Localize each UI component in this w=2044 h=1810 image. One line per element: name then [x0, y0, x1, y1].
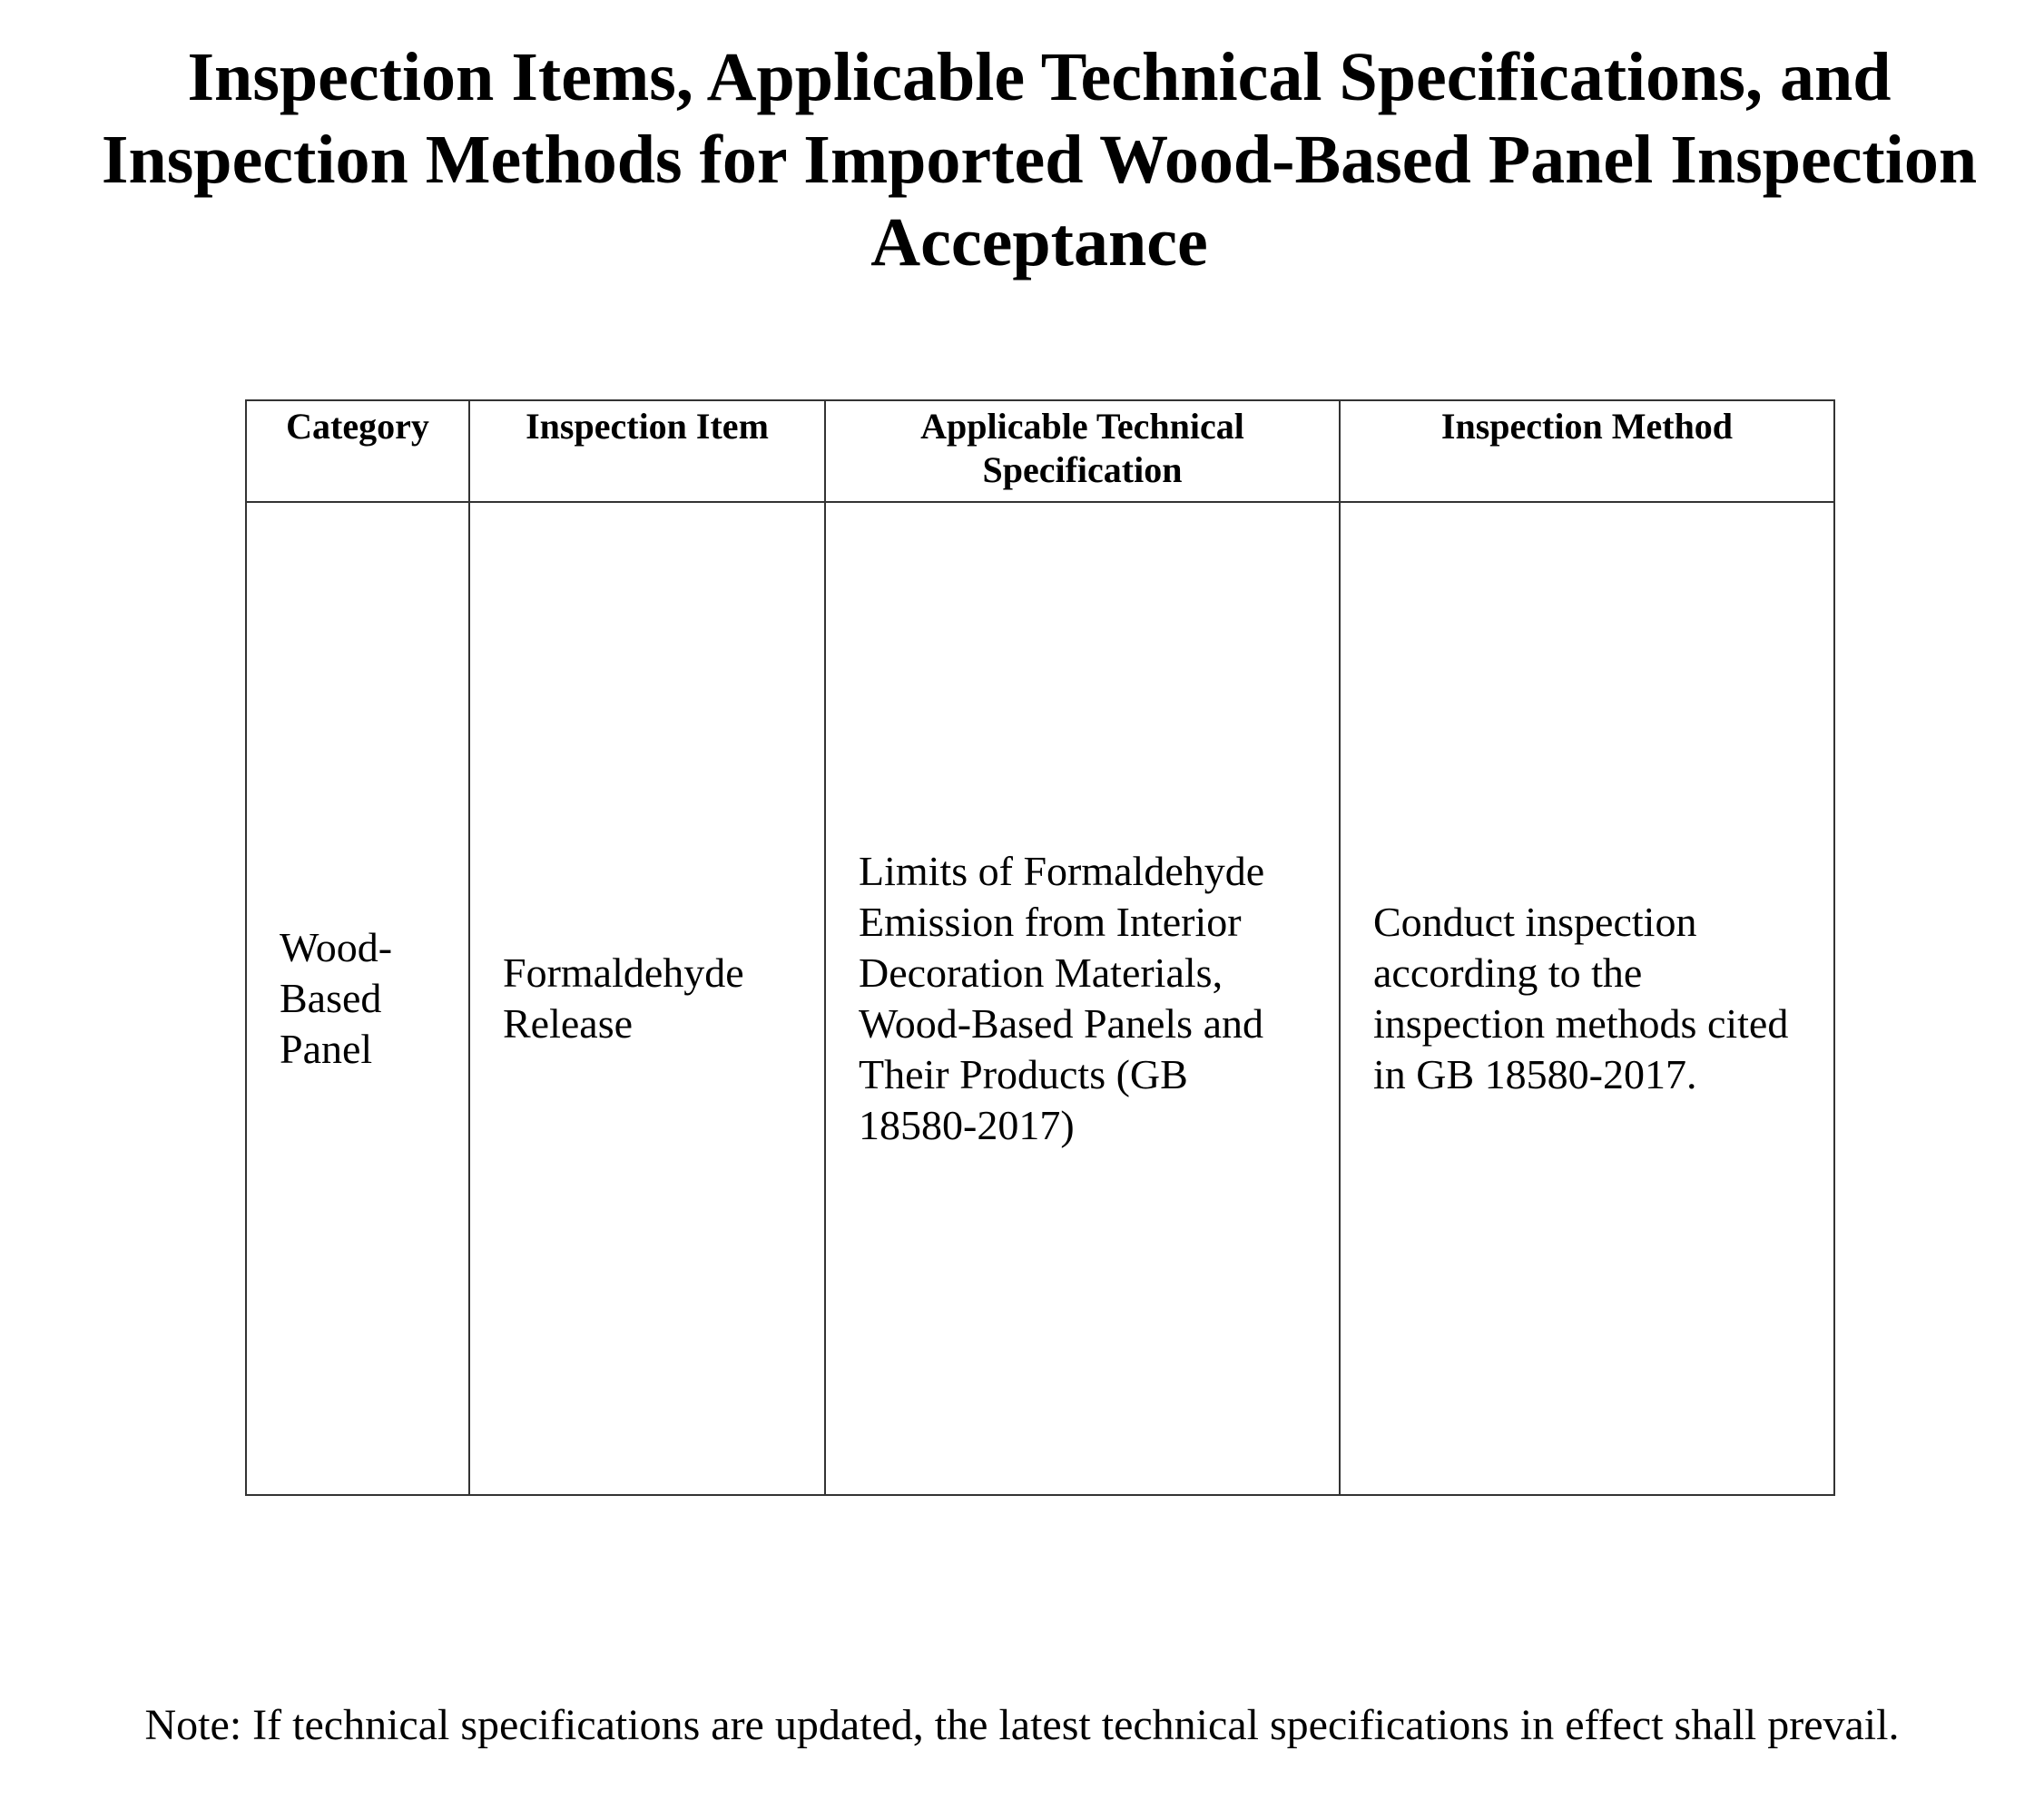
table-body — [246, 502, 1834, 1495]
header-row — [246, 400, 1834, 502]
cell-technical-specification: Limits of Formaldehyde Emission from Interior Decoration Materials, Wood-Based Panels and Their Products (GB 18580-2017) — [825, 502, 1340, 1495]
footnote: Note: If technical specifications are updated, the latest technical specifications in effect shall prevail. — [144, 1701, 1900, 1749]
document-title: Inspection Items, Applicable Technical Specifications, and Inspection Methods for Imported Wood-Based Panel Inspection Acceptance — [101, 39, 1978, 280]
column-header-inspection-method: Inspection Method — [1340, 400, 1834, 502]
column-header-technical-specification: Applicable Technical Specification — [825, 400, 1340, 502]
cell-category: Wood-Based Panel — [246, 502, 469, 1495]
table-header — [246, 400, 1834, 502]
table-row — [246, 502, 1834, 1495]
cell-inspection-method: Conduct inspection according to the inspection methods cited in GB 18580-2017. — [1340, 502, 1834, 1495]
inspection-table — [245, 399, 1835, 1496]
column-header-inspection-item: Inspection Item — [469, 400, 825, 502]
cell-inspection-item: Formaldehyde Release — [469, 502, 825, 1495]
column-header-category: Category — [246, 400, 469, 502]
